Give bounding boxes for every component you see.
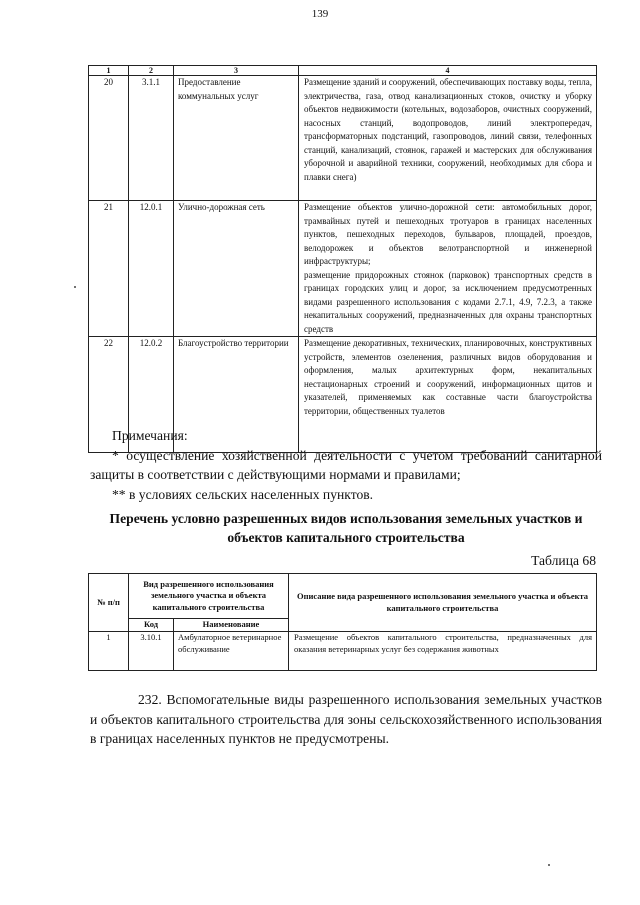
table-header-row [89,66,597,76]
row-number: 1 [89,632,129,671]
note-item: ** в условиях сельских населенных пунктов. [112,486,374,502]
row-name: Улично-дорожная сеть [174,201,299,337]
row-number: 22 [89,337,129,453]
scan-speck [548,864,550,866]
row-name: Амбулаторное ветеринарное обслуживание [174,632,289,671]
column-header-code: Код [129,619,174,632]
table-row [89,632,597,671]
notes-title: Примечания: [112,428,188,443]
paragraph-232 [90,690,602,749]
column-header-number: № п/п [89,574,129,632]
row-description: Размещение объектов капитального строительства, предназначенных для оказания ветеринарных услуг без содержания животных [289,632,597,671]
row-code: 12.0.1 [129,201,174,337]
row-number: 21 [89,201,129,337]
row-description-continued: размещение придорожных стоянок (парковок) транспортных средств в границах городских улиц и дорог, за исключением предусмотренных видами разрешенного использования с кодами 2.7.1, 4.9, 7.2.3, а также некапитальных сооружений, предназначенных для охраны транспортных средств [304,269,592,334]
column-header-kind: Вид разрешенного использования земельного участка и объекта капитального строительства [129,574,289,619]
column-header-2: 2 [129,66,174,76]
column-header-name: Наименование [174,619,289,632]
column-header-description: Описание вида разрешенного использования земельного участка и объекта капитального строительства [289,574,597,632]
row-name: Благоустройство территории [174,337,299,453]
table-label: Таблица 68 [531,553,596,568]
row-code: 3.1.1 [129,76,174,201]
paragraph-text: 232. Вспомогательные виды разрешенного использования земельных участков и объектов капитального строительства для зоны сельскохозяйственного использования в границах населенных пунктов не предусмотрены. [90,692,602,746]
row-description-cell [299,201,597,337]
scan-speck [74,286,76,288]
row-description: Размещение декоративных, технических, планировочных, конструктивных устройств, элементов озеленения, различных видов оборудования и оформления, малых архитектурных форм, некапитальных нестационарных строений и сооружений, информационных щитов и указателей, применяемых как составные части благоустройства территории, общественных туалетов [299,337,597,453]
section-heading: Перечень условно разрешенных видов использования земельных участков и объектов капитального строительства [109,511,583,545]
column-header-1: 1 [89,66,129,76]
row-description: Размещение зданий и сооружений, обеспечивающих поставку воды, тепла, электричества, газа, отвод канализационных стоков, очистку и уборку объектов недвижимости (котельных, водозаборов, очистных сооружений, насосных станций, водопроводов, линий электропередач, трансформаторных подстанций, газопроводов, линий связи, телефонных станций, канализаций, стоянок, гаражей и мастерских для обслуживания уборочной и аварийной техники, сооружений, необходимых для сбора и плавки снега) [299,76,597,201]
row-code: 3.10.1 [129,632,174,671]
note-item: * осуществление хозяйственной деятельности с учетом требований санитарной защиты в соответствии с действующими нормами и правилами; [90,447,602,482]
table-row [89,201,597,337]
row-number: 20 [89,76,129,201]
land-use-table [88,65,597,453]
table-header-row [89,574,597,619]
conditional-use-table [88,573,597,671]
column-header-3: 3 [174,66,299,76]
page-number: 139 [311,8,329,20]
row-code: 12.0.2 [129,337,174,453]
row-description: Размещение объектов улично-дорожной сети: автомобильных дорог, трамвайных путей и пешеходных тротуаров в границах населенных пунктов, пешеходных переходов, бульваров, площадей, проездов, велодорожек и объектов велотранспортной и инженерной инфраструктуры; [304,202,592,266]
row-name: Предоставление коммунальных услуг [174,76,299,201]
column-header-4: 4 [299,66,597,76]
table-row [89,76,597,201]
notes-block [90,426,602,504]
